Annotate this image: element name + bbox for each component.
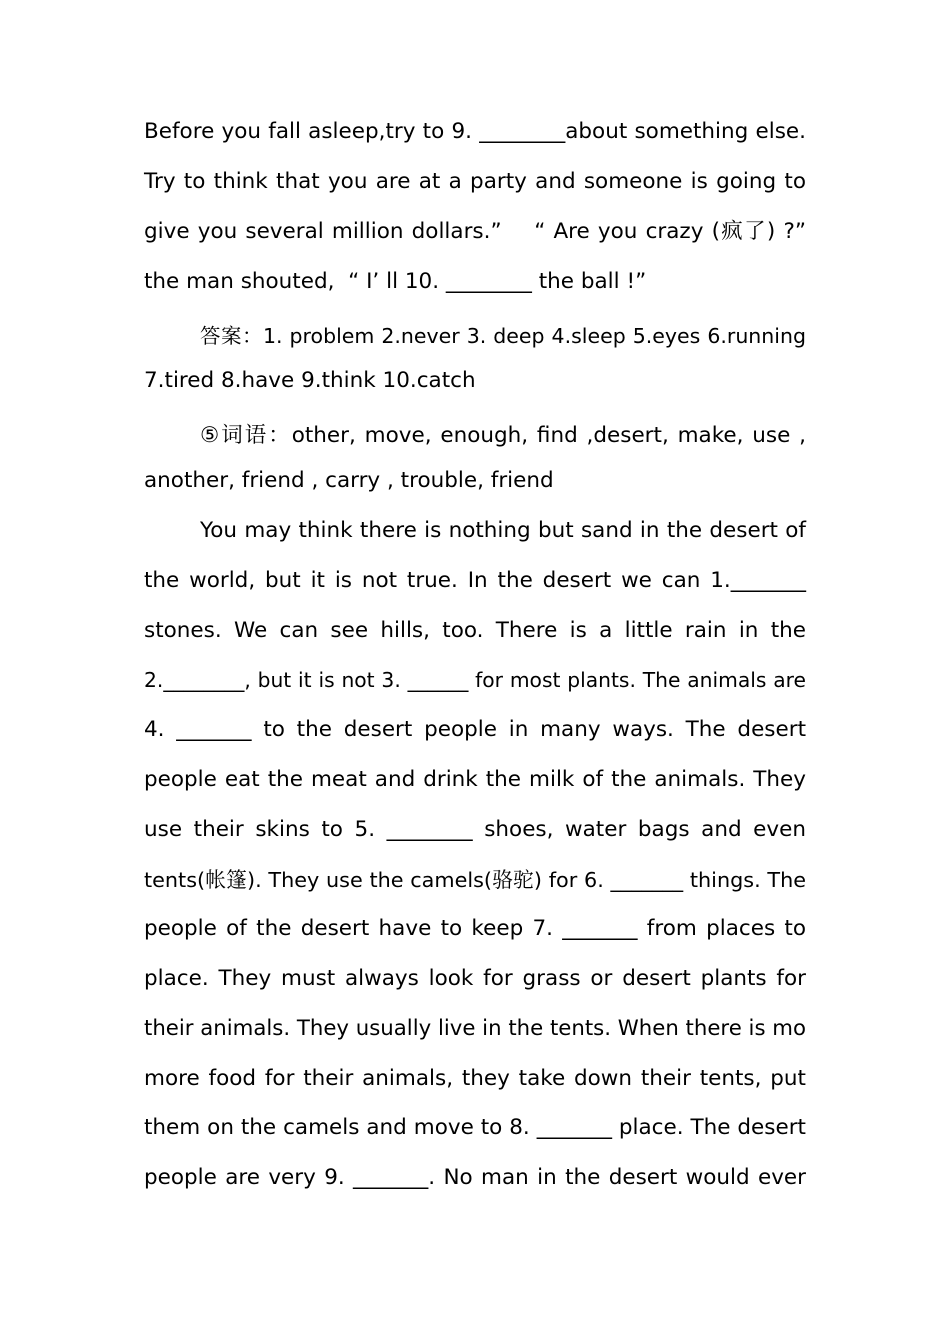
text-line: tents(帐篷). They use the camels(骆驼) for 6. _______ things. The (144, 868, 806, 892)
word-bank-line: ⑤词语：other, move, enough, find ,desert, make, use , (200, 423, 806, 448)
answer-line: 答案：1. problem 2.never 3. deep 4.sleep 5.eyes 6.running (200, 324, 806, 348)
text-line: use their skins to 5. ________ shoes, water bags and even (144, 817, 806, 842)
text-line: their animals. They usually live in the tents. When there is mo (144, 1016, 806, 1041)
text-line: the world, but it is not true. In the desert we can 1._______ (144, 568, 806, 593)
text-line: people eat the meat and drink the milk of the animals. They (144, 767, 806, 792)
text-line: people are very 9. _______. No man in the desert would ever (144, 1165, 806, 1190)
text-line: Before you fall asleep,try to 9. ________about something else. (144, 119, 806, 144)
text-line: the man shouted, “ I’ ll 10. ________ the ball !” (144, 269, 647, 294)
text-line: Try to think that you are at a party and someone is going to (144, 169, 806, 194)
word-bank-line: another, friend , carry , trouble, friend (144, 468, 554, 493)
answer-line: 7.tired 8.have 9.think 10.catch (144, 368, 476, 393)
text-line: You may think there is nothing but sand in the desert of (200, 518, 806, 543)
text-line: give you several million dollars.” “ Are you crazy (疯了) ?” (144, 219, 806, 244)
text-line: place. They must always look for grass or desert plants for (144, 966, 806, 991)
text-line: people of the desert have to keep 7. _______ from places to (144, 916, 806, 941)
text-line: 4. _______ to the desert people in many ways. The desert (144, 717, 806, 742)
text-line: more food for their animals, they take down their tents, put (144, 1066, 806, 1091)
text-line: 2.________, but it is not 3. ______ for most plants. The animals are (144, 668, 806, 692)
text-line: stones. We can see hills, too. There is a little rain in the (144, 618, 806, 643)
text-line: them on the camels and move to 8. _______ place. The desert (144, 1115, 806, 1140)
